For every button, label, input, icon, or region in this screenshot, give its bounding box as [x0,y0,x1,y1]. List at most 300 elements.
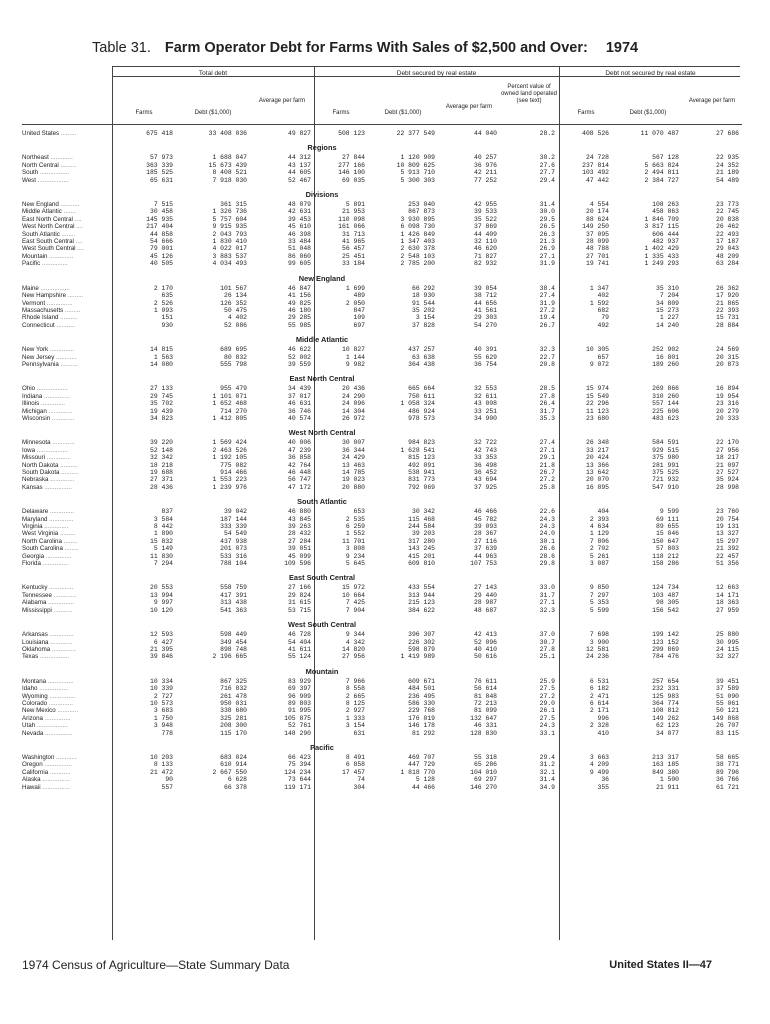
value-cell: 28.5 [539,385,555,393]
value-cell: 23 316 [715,400,739,408]
value-cell: 9 344 [345,631,365,639]
value-cell: 21 392 [715,545,739,553]
value-cell: 36 976 [473,161,497,169]
value-cell: 2 727 [153,692,173,700]
value-cell: 482 937 [652,238,679,246]
table-row [22,538,742,545]
value-cell: 46 398 [287,230,311,238]
value-cell: 54 404 [287,638,311,646]
value-cell: 437 938 [220,537,247,545]
table-row [22,653,742,660]
value-cell: 29 303 [473,314,497,322]
value-cell: 32.1 [539,768,555,776]
value-cell: 40 006 [287,439,311,447]
area-name-cell [22,545,112,552]
area-name: Utah [22,722,36,730]
value-cell: 213 317 [652,753,679,761]
value-cell: 27 133 [149,385,173,393]
value-cell: 682 [597,306,609,314]
value-cell: 15 974 [585,385,609,393]
leader-dots: ........... [51,606,73,614]
value-cell: 35 310 [655,284,679,292]
value-cell: 26 972 [341,414,365,422]
leader-dots: ............... [42,714,71,722]
value-cell: 236 495 [408,692,435,700]
value-cell: 9 982 [345,360,365,368]
leader-dots: .................. [35,176,69,184]
leader-dots: ............... [44,552,72,560]
value-cell: 458 863 [652,208,679,216]
value-cell: 6 531 [589,677,609,685]
value-cell: 118 212 [652,552,679,560]
section-heading: Regions [307,143,337,153]
value-cell: 27 116 [473,537,497,545]
value-cell: 402 [597,292,609,300]
value-cell: 103 492 [582,169,609,177]
value-cell: 145 935 [146,215,173,223]
area-name-cell [22,761,112,768]
area-name: New England [22,201,59,209]
table-row [22,592,742,599]
value-cell: 34 900 [473,414,497,422]
value-cell: 492 [597,321,609,329]
value-cell: 46 331 [473,722,497,730]
col-header-avg-total: Average per farm [258,98,306,104]
value-cell: 28 884 [715,321,739,329]
value-cell: 19 023 [341,476,365,484]
value-cell: 31 615 [287,599,311,607]
area-name-cell [22,300,112,307]
table-row [22,776,742,783]
area-name-cell [22,646,112,653]
value-cell: 32.3 [539,606,555,614]
value-cell: 2 548 103 [400,252,435,260]
value-cell: 837 [161,508,173,516]
value-cell: 1 347 403 [400,238,435,246]
value-cell: 508 123 [338,130,365,137]
value-cell: 20 553 [149,584,173,592]
value-cell: 567 128 [652,154,679,162]
table-row [22,322,742,329]
value-cell: 5 128 [415,776,435,784]
value-cell: 69 111 [655,515,679,523]
value-cell: 2 702 [589,545,609,553]
value-cell: 151 [161,314,173,322]
value-cell: 36 746 [287,407,311,415]
value-cell: 20 436 [341,385,365,393]
value-cell: 52 096 [473,638,497,646]
table-row [22,730,742,737]
value-cell: 32.3 [539,346,555,354]
table-row [22,784,742,791]
value-cell: 51 090 [715,692,739,700]
value-cell: 36 766 [715,776,739,784]
value-cell: 124 734 [652,584,679,592]
value-cell: 13 463 [341,461,365,469]
leader-dots: ................ [42,761,72,769]
value-cell: 29 285 [287,314,311,322]
value-cell: 410 [597,729,609,737]
leader-dots: .... [74,223,84,231]
value-cell: 39 093 [473,523,497,531]
value-cell: 44 605 [287,169,311,177]
value-cell: 13 642 [585,469,609,476]
value-cell: 23 773 [715,201,739,209]
area-name: West [22,176,36,184]
value-cell: 28 436 [149,483,173,491]
value-cell: 37 869 [473,223,497,231]
area-name: South Dakota [22,469,60,476]
value-cell: 1 227 [659,314,679,322]
area-name-cell [22,245,112,252]
area-name-cell [22,162,112,169]
value-cell: 208 300 [220,722,247,730]
value-cell: 244 584 [408,523,435,531]
value-cell: 27.2 [539,476,555,484]
leader-dots: .... [72,215,82,223]
value-cell: 29 824 [287,591,311,599]
area-name: West Virginia [22,530,59,538]
area-name-cell [22,685,112,692]
area-name: West South Central [22,245,76,253]
leader-dots: .............. [46,407,73,415]
value-cell: 364 774 [652,699,679,707]
value-cell: 29 745 [149,392,173,400]
area-name-cell [22,639,112,646]
value-cell: 10 339 [149,685,173,693]
table-row [22,154,742,161]
value-cell: 714 270 [220,407,247,415]
area-name: Middle Atlantic [22,208,62,216]
value-cell: 489 [353,292,365,300]
value-cell: 52 148 [149,446,173,454]
value-cell: 29.5 [539,215,555,223]
area-name: United States [22,130,60,137]
value-cell: 27 701 [585,252,609,260]
table-row [22,201,742,208]
area-name-cell [22,439,112,446]
value-cell: 1 846 709 [644,215,679,223]
area-name: Michigan [22,407,47,415]
area-name: North Central [22,161,59,169]
value-cell: 34 077 [655,729,679,737]
value-cell: 48 209 [715,252,739,260]
value-cell: 1 569 424 [212,439,247,447]
value-cell: 4 634 [589,523,609,531]
area-name: New Mexico [22,707,56,715]
table-row [22,599,742,606]
value-cell: 261 478 [220,692,247,700]
value-cell: 317 280 [408,537,435,545]
value-cell: 56 747 [287,476,311,484]
value-cell: 83 929 [287,677,311,685]
area-name-cell [22,314,112,321]
leader-dots: .................. [35,385,68,393]
value-cell: 9 072 [589,360,609,368]
section-heading-row [22,272,742,285]
value-cell: 148 290 [284,729,311,737]
value-cell: 30.0 [539,208,555,216]
leader-dots: .......... [59,469,79,476]
value-cell: 90 [165,776,173,784]
area-name-cell [22,447,112,454]
table-row [22,400,742,407]
value-cell: 13 327 [715,530,739,538]
area-name: Texas [22,653,39,661]
value-cell: 598 449 [220,631,247,639]
value-cell: 6 259 [345,523,365,531]
value-cell: 3 087 [589,560,609,568]
table-row [22,715,742,722]
value-cell: 57 803 [655,545,679,553]
value-cell: 20 754 [715,515,739,523]
value-cell: 361 315 [220,201,247,209]
col-header-farms-unsecured: Farms [577,110,595,116]
value-cell: 27 956 [341,653,365,661]
value-cell: 75 394 [287,761,311,769]
area-name-cell [22,484,112,491]
value-cell: 3 900 [589,638,609,646]
leader-dots: ........ [61,537,78,545]
value-cell: 51 356 [715,560,739,568]
leader-dots: .............. [50,645,76,653]
value-cell: 598 879 [408,645,435,653]
value-cell: 384 622 [408,606,435,614]
value-cell: 23 680 [585,414,609,422]
value-cell: 27.5 [539,685,555,693]
value-cell: 333 339 [220,523,247,531]
value-cell: 1 129 [589,530,609,538]
value-cell: 3 817 115 [644,223,679,231]
value-cell: 42 764 [287,461,311,469]
value-cell: 79 001 [149,245,173,253]
value-cell: 27 844 [341,154,365,162]
value-cell: 313 438 [220,599,247,607]
value-cell: 28 987 [473,599,497,607]
value-cell: 20.8 [539,360,555,368]
value-cell: 72 213 [473,699,497,707]
value-cell: 3 663 [589,753,609,761]
area-name-cell [22,216,112,223]
value-cell: 20 279 [715,407,739,415]
table-row [22,530,742,537]
area-name: Minnesota [22,439,51,447]
value-cell: 39 451 [715,677,739,685]
value-cell: 22.7 [539,353,555,361]
value-cell: 119 171 [284,783,311,791]
value-cell: 5 149 [153,545,173,553]
value-cell: 30 458 [149,208,173,216]
value-cell: 15 046 [655,530,679,538]
value-cell: 34 809 [655,299,679,307]
group-header-total: Total debt [198,70,228,77]
value-cell: 24 352 [715,161,739,169]
section-heading: Divisions [305,190,339,200]
leader-dots: ......... [58,161,76,169]
value-cell: 56 457 [341,245,365,253]
value-cell: 45 610 [287,223,311,231]
value-cell: 163 185 [652,761,679,769]
value-cell: 35.3 [539,414,555,422]
table-row [22,253,742,260]
value-cell: 3 584 [153,515,173,523]
area-name: Iowa [22,446,36,454]
table-row [22,476,742,483]
value-cell: 28.2 [539,130,555,137]
leader-dots: ............... [46,599,74,607]
value-cell: 22 935 [715,154,739,162]
value-cell: 17 457 [341,768,365,776]
value-cell: 22 296 [585,400,609,408]
area-name-cell [22,231,112,238]
value-cell: 10 203 [149,753,173,761]
table-row [22,646,742,653]
value-cell: 486 924 [408,407,435,415]
value-cell: 11 070 487 [640,130,679,137]
value-cell: 39 054 [473,284,497,292]
value-cell: 26 707 [715,722,739,730]
value-cell: 27 686 [715,130,739,137]
value-cell: 107 753 [470,560,497,568]
value-cell: 27.4 [539,439,555,447]
value-cell: 54 270 [473,321,497,329]
value-cell: 27.5 [539,714,555,722]
value-cell: 3 683 [153,707,173,715]
value-cell: 2 050 [345,299,365,307]
value-cell: 750 611 [408,392,435,400]
leader-dots: .......... [58,314,78,322]
value-cell: 20 174 [585,208,609,216]
area-name-cell [22,177,112,184]
value-cell: 109 596 [284,560,311,568]
value-cell: 21 472 [149,768,173,776]
value-cell: 996 [597,714,609,722]
value-cell: 226 302 [408,638,435,646]
value-cell: 28 099 [585,238,609,246]
value-cell: 815 123 [408,454,435,462]
area-name: Kentucky [22,584,48,592]
value-cell: 44 466 [411,783,435,791]
value-cell: 12 593 [149,631,173,639]
value-cell: 14 815 [149,346,173,354]
area-name: Washington [22,753,55,761]
value-cell: 39 533 [473,208,497,216]
area-name-cell [22,730,112,737]
value-cell: 6 182 [589,685,609,693]
leader-dots: ......... [58,530,76,538]
value-cell: 4 022 017 [212,245,247,253]
section-heading: West North Central [288,428,356,438]
value-cell: 37 017 [287,392,311,400]
area-name-cell [22,393,112,400]
value-cell: 39 042 [223,508,247,516]
area-name: Ohio [22,385,36,393]
area-name: Kansas [22,483,43,491]
value-cell: 4 209 [589,761,609,769]
leader-dots: ............... [42,392,70,400]
value-cell: 1 402 429 [644,245,679,253]
value-cell: 46 180 [287,306,311,314]
area-name: Missouri [22,454,46,462]
value-cell: 4 034 493 [212,260,247,268]
value-cell: 42 631 [287,208,311,216]
value-cell: 30.1 [539,537,555,545]
col-header-avg-secured: Average per farm [445,104,493,110]
value-cell: 867 325 [220,677,247,685]
area-name-cell [22,253,112,260]
value-cell: 310 260 [652,392,679,400]
value-cell: 299 869 [652,645,679,653]
value-cell: 91 995 [287,707,311,715]
value-cell: 30.2 [539,154,555,162]
value-cell: 610 914 [220,761,247,769]
value-cell: 31.2 [539,761,555,769]
value-cell: 7 297 [589,591,609,599]
table-row [22,447,742,454]
value-cell: 8 125 [345,699,365,707]
value-cell: 39 051 [287,545,311,553]
area-name-cell [22,553,112,560]
value-cell: 18 218 [149,461,173,469]
value-cell: 46 620 [473,245,497,253]
value-cell: 437 257 [408,346,435,354]
area-name-cell [22,154,112,161]
value-cell: 20 424 [585,454,609,462]
value-cell: 46 622 [287,346,311,354]
area-name-cell [22,678,112,685]
value-cell: 31 713 [341,230,365,238]
value-cell: 37.0 [539,631,555,639]
value-cell: 20 315 [715,353,739,361]
value-cell: 27 371 [149,476,173,484]
value-cell: 557 144 [652,400,679,408]
value-cell: 24.0 [539,530,555,538]
value-cell: 10 664 [341,591,365,599]
value-cell: 26.9 [539,245,555,253]
value-cell: 37 639 [473,545,497,553]
value-cell: 43 845 [287,515,311,523]
col-header-debt-total: Debt ($1,000) [194,110,232,116]
value-cell: 10 334 [149,677,173,685]
value-cell: 50 121 [715,707,739,715]
table-row [22,162,742,169]
value-cell: 39 559 [287,360,311,368]
value-cell: 26 134 [223,292,247,300]
value-cell: 483 623 [652,414,679,422]
value-cell: 2 171 [589,707,609,715]
value-cell: 784 476 [652,653,679,661]
table-row [22,516,742,523]
section-heading-row [22,372,742,385]
value-cell: 16 801 [655,353,679,361]
leader-dots: ................ [40,783,70,791]
value-cell: 27 527 [715,469,739,476]
value-cell: 27 284 [287,537,311,545]
area-name-cell [22,784,112,791]
value-cell: 110 098 [338,215,365,223]
value-cell: 8 408 521 [212,169,247,177]
area-name-cell [22,208,112,215]
value-cell: 1 093 [153,306,173,314]
value-cell: 635 [161,292,173,300]
value-cell: 99 605 [287,260,311,268]
leader-dots: ............... [46,677,74,685]
table-row [22,169,742,176]
table-row [22,314,742,321]
value-cell: 31.7 [539,407,555,415]
value-cell: 25.9 [539,677,555,685]
value-cell: 778 [161,729,173,737]
